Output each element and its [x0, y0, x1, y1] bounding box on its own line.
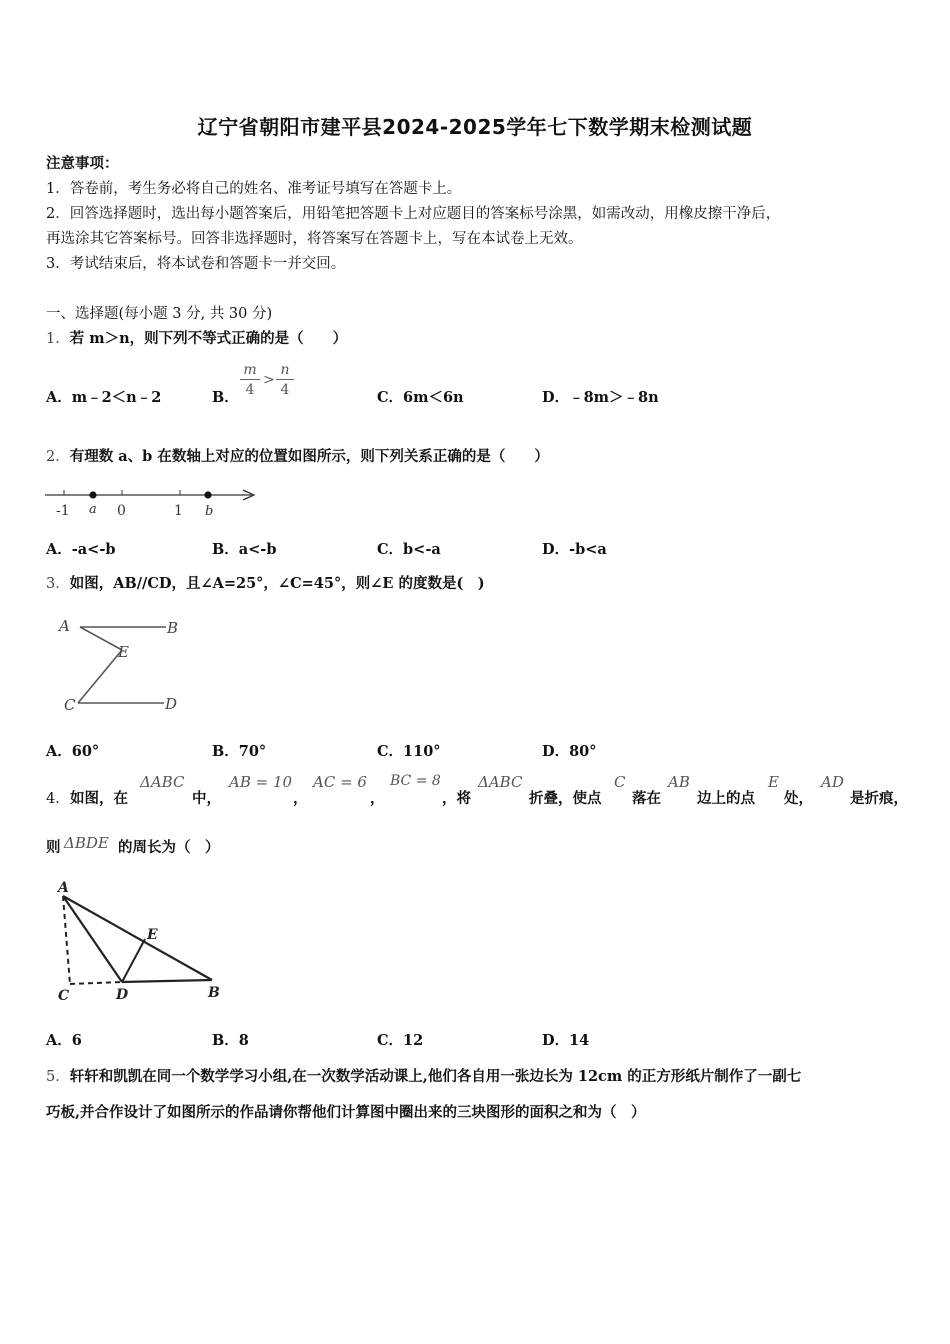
question-stem: 有理数 a、b 在数轴上对应的位置如图所示，则下列关系正确的是（ ） — [69, 448, 549, 465]
label-a: a — [89, 502, 97, 517]
fraction-numerator: n — [280, 362, 290, 378]
segment-de — [122, 939, 145, 982]
fraction-denominator: 4 — [276, 379, 294, 398]
question-number: 2． — [46, 449, 70, 465]
segment-ae — [80, 627, 122, 650]
q4-math-ab: AB = 10 — [229, 773, 293, 791]
question-3 — [46, 572, 485, 593]
q4-text-7: 落在 — [632, 790, 661, 807]
q4-text-3: ， — [293, 790, 308, 807]
q4-text-11: 则 — [46, 839, 61, 856]
triangle-fold-figure — [50, 876, 230, 1006]
q4-math-ab-side: AB — [668, 773, 690, 791]
q1-option-b-fraction-left — [240, 362, 260, 398]
label-minus-one: -1 — [56, 503, 70, 519]
q1-option-b-label: B． — [212, 389, 239, 406]
label-d: D — [116, 987, 129, 1003]
question-1 — [46, 327, 347, 348]
label-a: A — [59, 617, 70, 635]
q4-math-c: C — [614, 773, 626, 791]
segment-cd-dashed — [70, 982, 122, 984]
parallel-lines-figure — [50, 612, 200, 722]
q4-text-1: 如图，在 — [70, 790, 128, 807]
q4-option-d: D．14 — [542, 1032, 590, 1049]
point-b — [204, 491, 211, 498]
q4-option-b: B．8 — [212, 1032, 249, 1049]
q1-option-a: A．m﹣2＜n﹣2 — [46, 389, 162, 406]
q3-option-b: B．70° — [212, 743, 267, 760]
question-2 — [46, 445, 549, 466]
label-c: C — [58, 988, 70, 1004]
question-number: 5． — [46, 1069, 70, 1085]
q4-math-triangle-abc-2: ΔABC — [478, 773, 523, 791]
number-line-figure — [40, 482, 270, 524]
notice-item-2-cont: 再选涂其它答案标号。回答非选择题时，将答案写在答题卡上，写在本试卷上无效。 — [46, 231, 583, 247]
q4-text-6: 折叠，使点 — [529, 790, 602, 807]
notice-item-1: 1．答卷前，考生务必将自己的姓名、准考证号填写在答题卡上。 — [46, 181, 462, 197]
q2-option-c: C．b<-a — [377, 541, 441, 558]
q3-option-a: A．60° — [46, 743, 100, 760]
question-stem-line-1: 轩轩和凯凯在同一个数学学习小组,在一次数学活动课上,他们各自用一张边长为 12cm 的正方形纸片制作了一副七 — [69, 1068, 802, 1085]
question-number: 3． — [46, 576, 70, 592]
q4-text-9: 处， — [784, 790, 813, 807]
page-title: 辽宁省朝阳市建平县2024-2025学年七下数学期末检测试题 — [197, 115, 753, 139]
label-d: D — [165, 695, 178, 713]
q4-number: 4． — [46, 791, 70, 807]
q3-option-c: C．110° — [377, 743, 441, 760]
segment-db — [122, 980, 212, 982]
notice-item-3: 3．考试结束后，将本试卷和答题卡一并交回。 — [46, 256, 346, 272]
q2-option-d: D．-b<a — [542, 541, 607, 558]
label-a: A — [58, 880, 69, 896]
question-stem: 若 m＞n，则下列不等式正确的是（ ） — [69, 330, 348, 347]
label-b: B — [167, 619, 179, 637]
label-c: C — [64, 696, 76, 714]
label-one: 1 — [174, 503, 183, 519]
question-stem-line-2: 巧板,并合作设计了如图所示的作品请你帮他们计算图中圈出来的三块图形的面积之和为（ ） — [46, 1104, 646, 1121]
label-e: E — [147, 927, 158, 943]
q4-math-bc: BC = 8 — [390, 773, 441, 789]
label-b: b — [205, 504, 214, 519]
q4-math-ad: AD — [821, 773, 844, 791]
q4-math-e: E — [768, 773, 779, 791]
notice-item-2: 2．回答选择题时，选出每小题答案后，用铅笔把答题卡上对应题目的答案标号涂黑，如需改动，用橡皮擦干净后， — [46, 206, 781, 222]
q4-text-10: 是折痕， — [850, 790, 908, 807]
question-number: 1． — [46, 331, 70, 347]
q4-text-8: 边上的点 — [697, 790, 755, 807]
label-zero: 0 — [117, 503, 126, 519]
segment-ec — [78, 650, 122, 703]
section-heading: 一、选择题(每小题 3 分, 共 30 分) — [46, 306, 273, 322]
fraction-denominator: 4 — [240, 379, 260, 398]
q4-text-5: ，将 — [442, 790, 471, 807]
q4-math-ac: AC = 6 — [313, 773, 367, 791]
question-stem: 如图，AB//CD，且∠A=25°，∠C=45°，则∠E 的度数是( ) — [69, 575, 485, 592]
question-5 — [46, 1065, 801, 1086]
q1-option-b-fraction-right — [276, 362, 294, 398]
point-a — [89, 491, 96, 498]
q4-text-2: 中， — [192, 790, 221, 807]
segment-ad — [63, 896, 122, 982]
label-b: B — [208, 985, 220, 1001]
q2-option-a: A．-a<-b — [46, 541, 116, 558]
q4-math-triangle-bde: ΔBDE — [64, 834, 109, 852]
q4-text-4: ， — [370, 790, 385, 807]
q1-option-b-gt: > — [263, 372, 275, 388]
q4-text-12: 的周长为（ ） — [118, 839, 220, 856]
q1-option-c: C．6m＜6n — [377, 389, 464, 406]
q3-option-d: D．80° — [542, 743, 597, 760]
segment-ab — [63, 896, 212, 980]
segment-ac-dashed — [63, 896, 70, 984]
q4-option-c: C．12 — [377, 1032, 424, 1049]
fraction-numerator: m — [243, 362, 257, 378]
q1-option-d: D．﹣8m＞﹣8n — [542, 389, 659, 406]
q4-option-a: A．6 — [46, 1032, 82, 1049]
q2-option-b: B．a<-b — [212, 541, 277, 558]
q4-math-triangle-abc: ΔABC — [140, 773, 185, 791]
label-e: E — [118, 643, 129, 661]
notice-heading: 注意事项： — [46, 155, 119, 172]
